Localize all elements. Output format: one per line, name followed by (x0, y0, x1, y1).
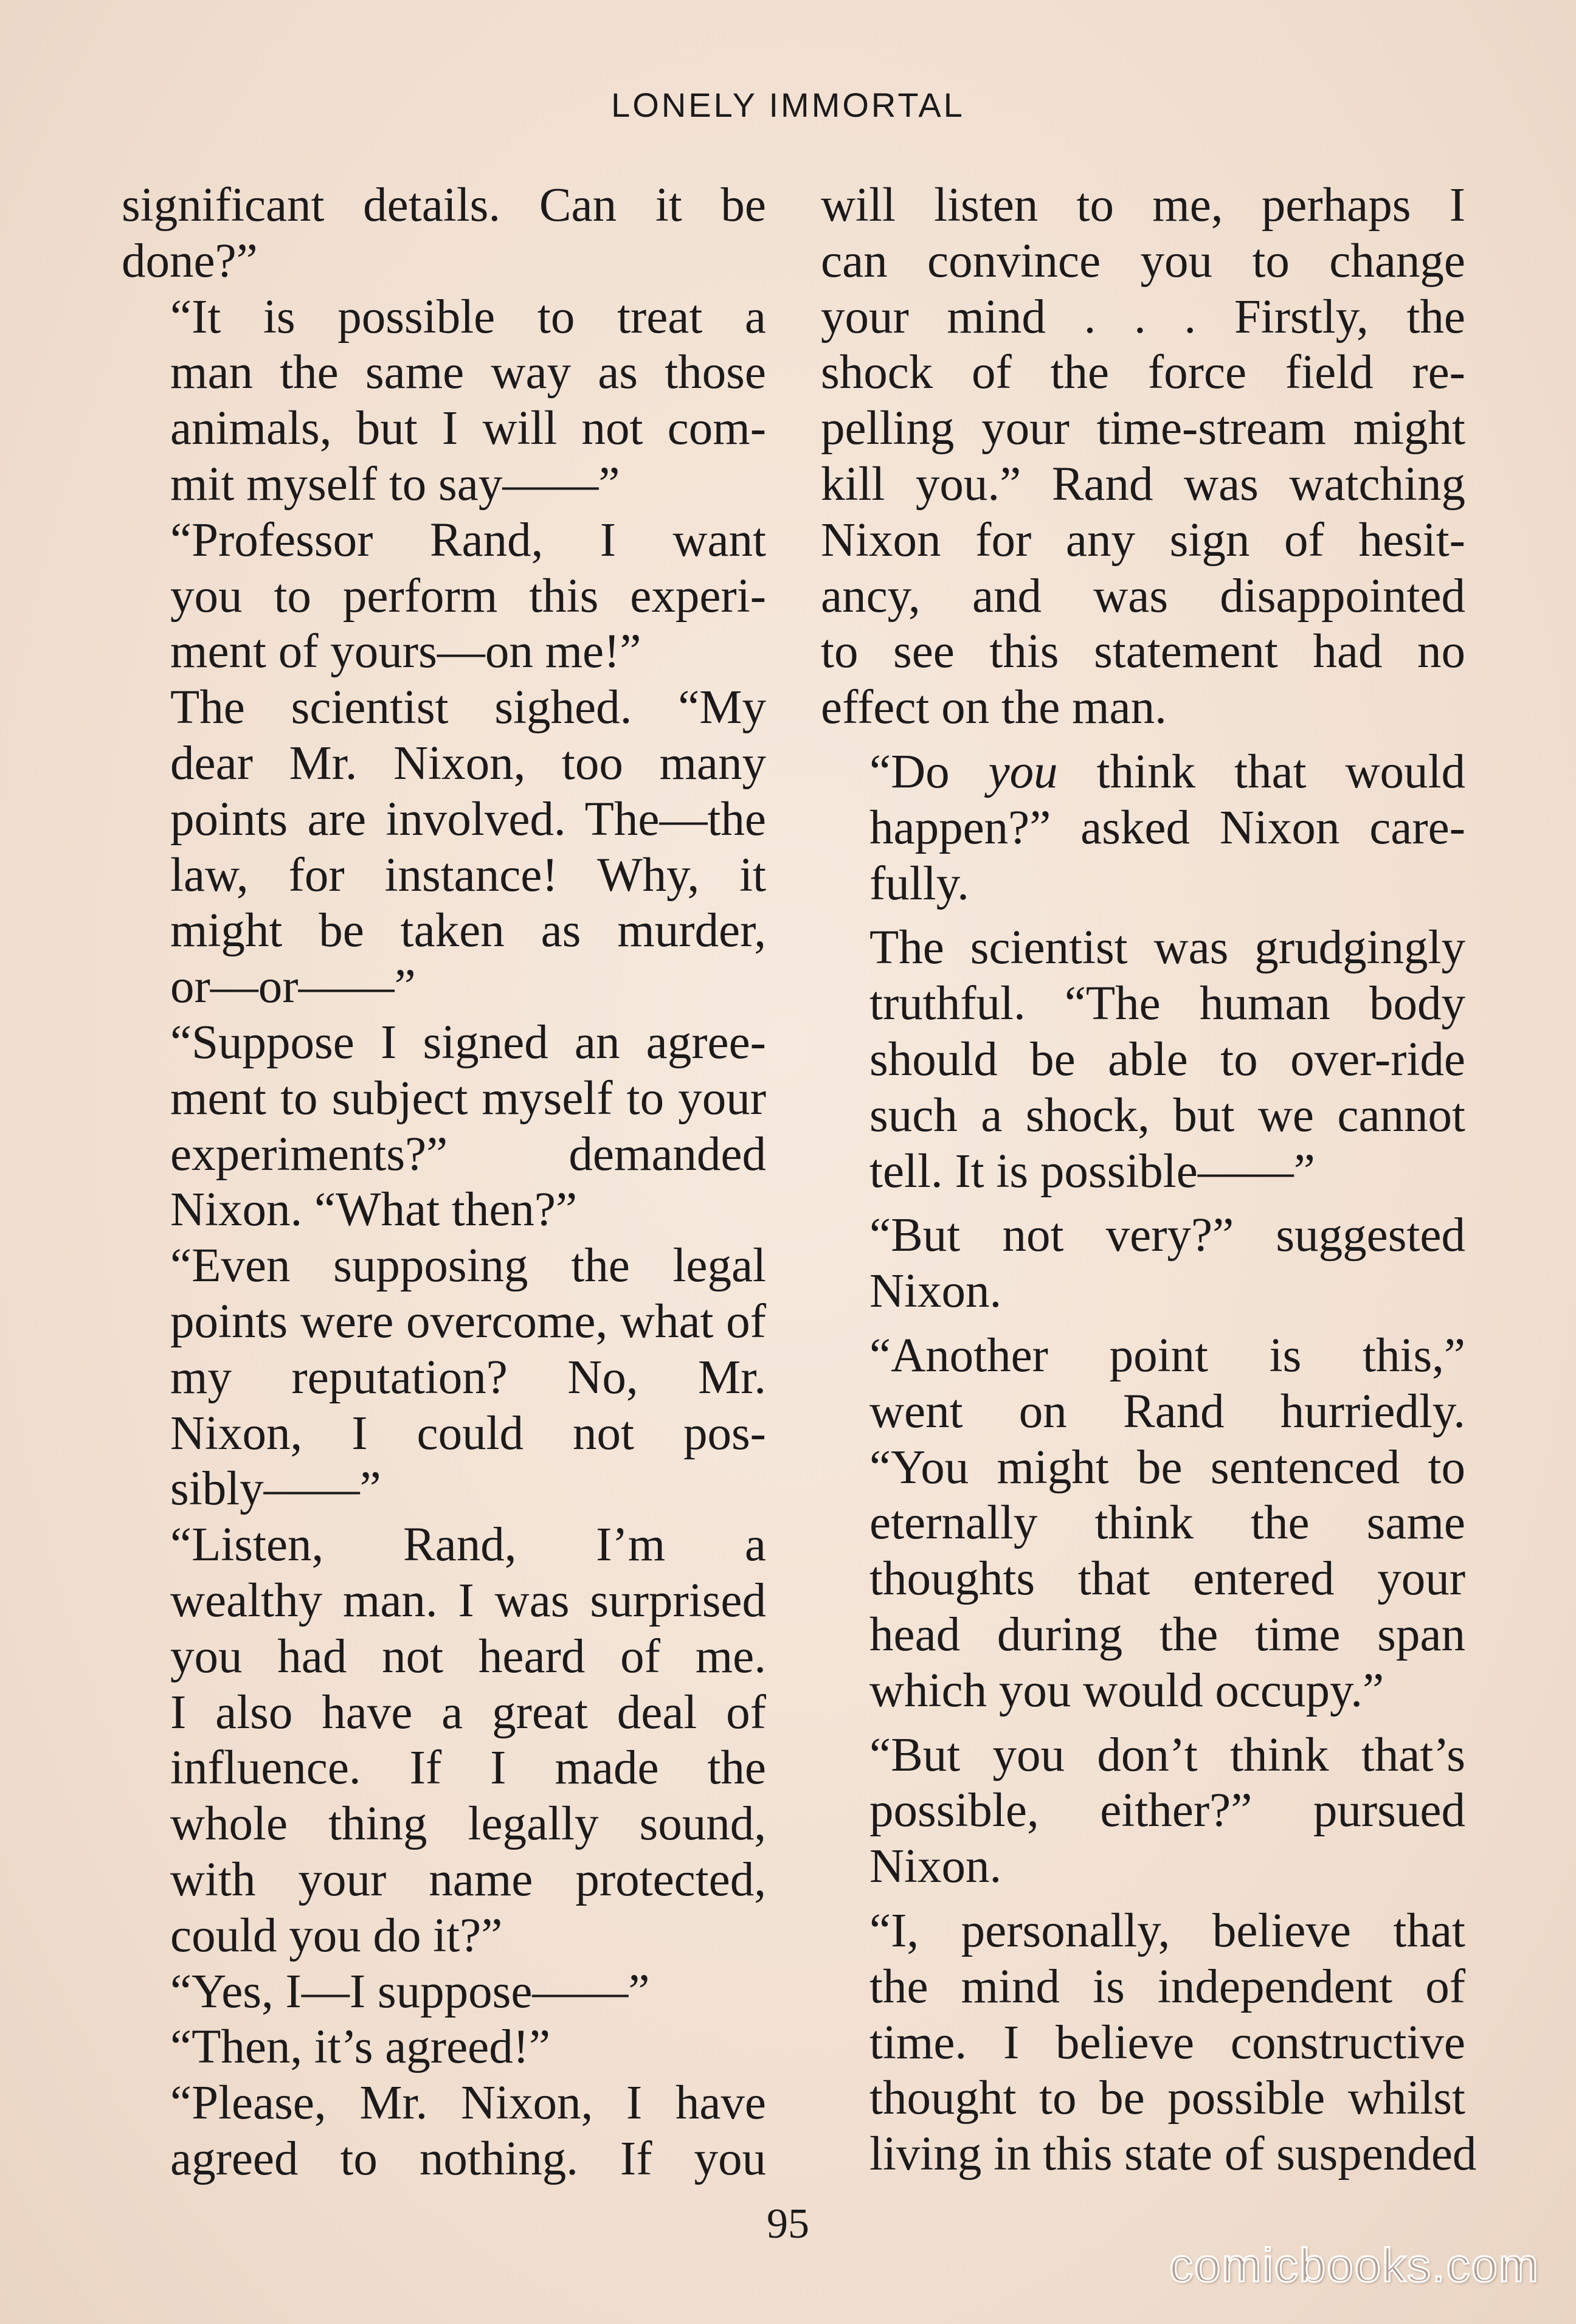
text-line: “Another point is this,” (869, 1329, 1465, 1382)
text-line: thoughts that entered your (869, 1552, 1465, 1606)
paragraph (122, 1015, 766, 1238)
paragraph (122, 2019, 766, 2075)
text-line: Nixon. (869, 1265, 1002, 1318)
text-line: I also have a great deal of (170, 1686, 766, 1739)
running-head: LONELY IMMORTAL (611, 86, 965, 124)
text-line: should be able to over-ride (869, 1032, 1465, 1086)
text-line: The scientist sighed. “My (170, 681, 766, 735)
text-line (821, 744, 1465, 800)
text-line: might be taken as murder, (170, 904, 766, 958)
paragraph (821, 920, 1465, 1199)
text-line: dear Mr. Nixon, too many (170, 736, 766, 790)
text-line: The scientist was grudgingly (869, 921, 1465, 975)
text-line: my reputation? No, Mr. (170, 1350, 766, 1404)
text-line: “Yes, I—I suppose——” (170, 1965, 650, 2018)
text-line: which you would occupy.” (869, 1664, 1384, 1717)
text-line: living in this state of suspended (869, 2128, 1477, 2181)
text-line: fully. (869, 857, 969, 910)
text-line: the mind is independent of (869, 1960, 1465, 2013)
paragraph (821, 178, 1465, 736)
paragraph (122, 1964, 766, 2020)
text-line: Nixon, I could not pos- (170, 1406, 766, 1460)
text-line: went on Rand hurriedly. (869, 1385, 1465, 1438)
text-line: “Even supposing the legal (170, 1239, 766, 1293)
text-line: “I, personally, believe that (869, 1904, 1465, 1957)
text-line: with your name protected, (170, 1853, 766, 1906)
paragraph (122, 1517, 766, 1963)
text-fragment: think that would (1057, 745, 1465, 798)
text-line: “You might be sentenced to (869, 1440, 1465, 1494)
text-line: “Professor Rand, I want (170, 513, 766, 567)
text-line: happen?” asked Nixon care- (869, 801, 1465, 854)
text-line: pelling your time-stream might (821, 402, 1465, 455)
watermark: comicbooks.com (1169, 2238, 1540, 2292)
text-line: such a shock, but we cannot (869, 1088, 1465, 1142)
text-line: experiments?” demanded (170, 1127, 766, 1181)
text-line: ment to subject myself to your (170, 1071, 766, 1125)
text-line: shock of the force field re- (821, 346, 1465, 399)
text-line: Nixon. “What then?” (170, 1183, 578, 1237)
paragraph (821, 744, 1465, 911)
text-line: truthful. “The human body (869, 977, 1465, 1031)
text-line: you to perform this experi- (170, 569, 766, 623)
text-line: man the same way as those (170, 346, 766, 399)
text-line: “But you don’t think that’s (869, 1728, 1465, 1782)
text-line: to see this statement had no (821, 625, 1465, 679)
text-line: time. I believe constructive (869, 2016, 1465, 2069)
text-line: mit myself to say——” (170, 457, 620, 511)
paragraph (122, 513, 766, 680)
paragraph (122, 289, 766, 513)
text-line: done?” (122, 234, 258, 288)
text-line: agreed to nothing. If you (170, 2132, 766, 2185)
left-column (122, 178, 766, 2187)
text-line: law, for instance! Why, it (170, 848, 766, 902)
text-line: whole thing legally sound, (170, 1797, 766, 1851)
text-line: Nixon. (869, 1840, 1002, 1893)
text-line: tell. It is possible——” (869, 1144, 1315, 1198)
text-line: or—or——” (170, 960, 416, 1014)
text-line: head during the time span (869, 1608, 1465, 1661)
page-number: 95 (767, 2201, 809, 2247)
paragraph (122, 680, 766, 1015)
text-line: will listen to me, perhaps I (821, 179, 1465, 232)
text-fragment: “Do (869, 745, 989, 798)
right-column (821, 178, 1477, 2182)
text-line: influence. If I made the (170, 1741, 766, 1795)
text-line: your mind . . . Firstly, the (821, 290, 1465, 344)
text-line: “Then, it’s agreed!” (170, 2021, 551, 2074)
text-line: can convince you to change (821, 234, 1465, 288)
text-line: Nixon for any sign of hesit- (821, 513, 1465, 567)
text-line: “Please, Mr. Nixon, I have (170, 2077, 766, 2130)
text-line: thought to be possible whilst (869, 2072, 1465, 2125)
text-line: animals, but I will not com- (170, 402, 766, 455)
emphasis: you (988, 745, 1058, 798)
text-line: points were overcome, what of (170, 1295, 766, 1348)
text-line: kill you.” Rand was watching (821, 457, 1465, 511)
paragraph (122, 1238, 766, 1517)
text-line: you had not heard of me. (170, 1630, 766, 1683)
text-line: “Suppose I signed an agree- (170, 1015, 766, 1069)
paragraph (821, 1328, 1465, 1719)
text-line: significant details. Can it be (122, 179, 766, 232)
paragraph (821, 1727, 1465, 1895)
text-line: ancy, and was disappointed (821, 569, 1465, 623)
paragraph (821, 1903, 1477, 2182)
paragraph (122, 2075, 766, 2187)
text-line: eternally think the same (869, 1496, 1465, 1550)
text-line: possible, either?” pursued (869, 1784, 1465, 1838)
text-line: wealthy man. I was surprised (170, 1574, 766, 1627)
text-line: “It is possible to treat a (170, 290, 766, 344)
text-line: “But not very?” suggested (869, 1209, 1465, 1262)
text-line: effect on the man. (821, 681, 1167, 735)
paragraph (122, 178, 766, 289)
text-line: sibly——” (170, 1462, 381, 1516)
text-line: “Listen, Rand, I’m a (170, 1518, 766, 1572)
paragraph (821, 1208, 1465, 1319)
text-line: could you do it?” (170, 1909, 503, 1962)
text-line: ment of yours—on me!” (170, 625, 641, 679)
text-line: points are involved. The—the (170, 792, 766, 846)
